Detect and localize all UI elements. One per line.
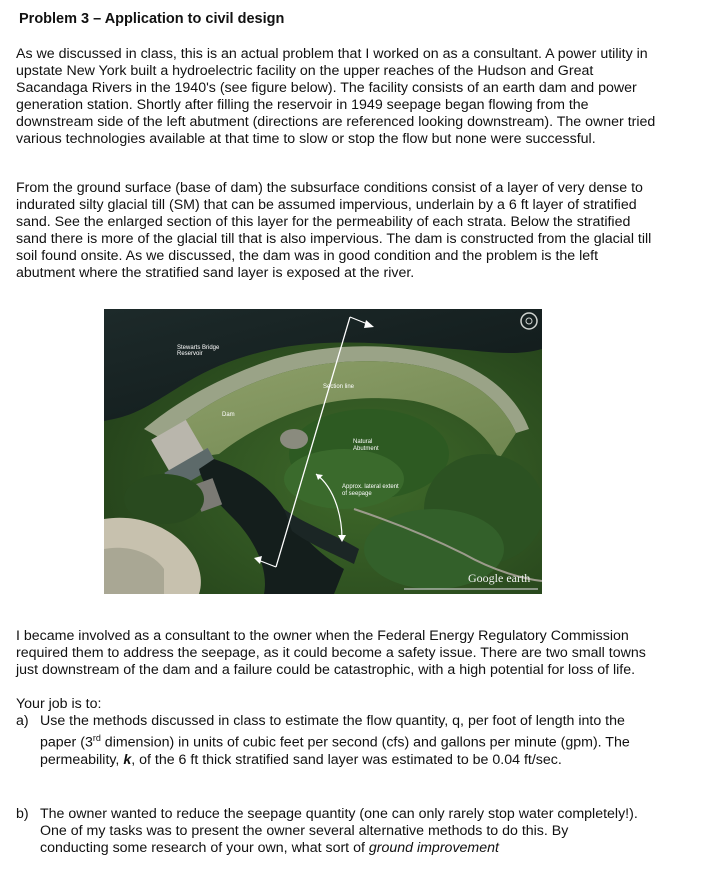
- label-reservoir-line1: Stewarts Bridge: [177, 345, 220, 351]
- label-seepage-line2: of seepage: [342, 491, 372, 497]
- label-section-line: Section line: [323, 384, 355, 390]
- job-intro: Your job is to:: [16, 696, 102, 712]
- google-earth-watermark: Google earth: [468, 571, 531, 585]
- label-reservoir-line2: Reservoir: [177, 351, 203, 357]
- aerial-photo: [104, 309, 542, 594]
- task-b-label: b): [16, 806, 29, 822]
- paragraph-background: As we discussed in class, this is an actual problem that I worked on as a consultant. A power utility in upstate New York built a hydroelectric facility on the upper reaches of the Hudson and Great Sacandaga Rivers in the 1940's (see figure below). The facility consists of an earth dam and power generation station. Shortly after filling the reservoir in 1949 seepage began flowing from the downstream side of the left abutment (directions are referenced looking downstream). The owner tried various technologies available at that time to slow or stop the flow but none were successful.: [16, 46, 656, 147]
- label-abutment-line1: Natural: [353, 439, 373, 445]
- label-dam: Dam: [222, 412, 235, 418]
- task-b-text: The owner wanted to reduce the seepage quantity (one can only rarely stop water completely!). One of my tasks was to present the owner several alternative methods to do this. By conducting some research of your own, what sort of ground improvement: [40, 806, 638, 856]
- task-a-label: a): [16, 713, 29, 729]
- task-a-text: Use the methods discussed in class to estimate the flow quantity, q, per foot of length into the paper (3rd dimension) in units of cubic feet per second (cfs) and gallons per minute (gpm). The permeability, k, of the 6 ft thick stratified sand layer was estimated to be 0.04 ft/sec.: [40, 713, 630, 768]
- paragraph-subsurface-conditions: From the ground surface (base of dam) the subsurface conditions consist of a layer of very dense to indurated silty glacial till (SM) that can be assumed impervious, underlain by a 6 ft layer of stratified sand. See the enlarged section of this layer for the permeability of each strata. Below the stratified sand there is more of the glacial till that is also impervious. The dam is constructed from the glacial till soil found onsite. As we discussed, the dam was in good condition and the problem is the left abutment where the stratified sand layer is exposed at the river.: [16, 180, 652, 281]
- problem-title: Problem 3 – Application to civil design: [19, 11, 285, 27]
- label-abutment-line2: Abutment: [353, 446, 379, 452]
- paragraph-consultant-role: I became involved as a consultant to the owner when the Federal Energy Regulatory Commission required them to address the seepage, as it could become a safety issue. There are two small towns just downstream of the dam and a failure could be catastrophic, with a high potential for loss of life.: [16, 628, 646, 678]
- label-seepage-line1: Approx. lateral extent: [342, 484, 399, 490]
- aerial-photo-figure: [104, 309, 542, 594]
